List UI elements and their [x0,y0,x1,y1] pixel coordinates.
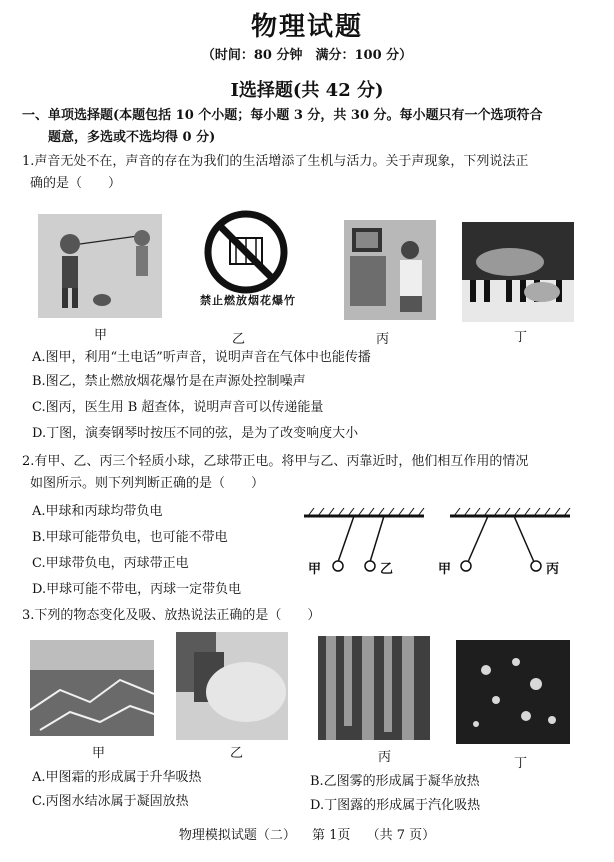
section-heading: Ⅰ选择题(共 42 分) [230,80,384,101]
q2-label-jia-left: 甲 [308,562,322,577]
q3-caption-yi: 乙 [230,746,244,761]
q2-option-b: B.甲球可能带负电，也可能不带电 [32,530,228,545]
q2-option-a: A.甲球和丙球均带负电 [32,504,163,519]
q3-option-d: D.丁图露的形成属于汽化吸热 [310,798,481,813]
q1-image-yi-no-firecracker-sign [196,208,296,320]
exam-time-score: （时间：80 分钟 满分：100 分） [201,48,413,63]
q2-stem-line2: 如图所示。则下列判断正确的是（ ） [30,476,265,491]
q1-caption-ding: 丁 [514,330,528,345]
q1-stem-line2: 确的是（ ） [30,176,122,191]
q3-image-ding-dew [456,640,570,744]
q3-image-bing-ice [318,636,430,740]
q3-stem: 3.下列的物态变化及吸、放热说法正确的是（ ） [22,608,321,623]
q2-label-bing: 丙 [546,562,560,577]
q3-option-b: B.乙图雾的形成属于凝华放热 [310,774,480,789]
q1-stem-line1: 1.声音无处不在，声音的存在为我们的生活增添了生机与活力。关于声现象，下列说法正 [22,154,529,169]
q3-caption-ding: 丁 [514,756,528,771]
footer-exam-name: 物理模拟试题（二） [178,828,296,843]
q1-caption-yi: 乙 [232,332,246,347]
part1-heading-line2: 题意，多选或不选均得 0 分) [48,130,216,145]
q3-caption-jia: 甲 [92,746,106,761]
q2-option-c: C.甲球带负电，丙球带正电 [32,556,189,571]
q1-option-c: C.图丙，医生用 B 超查体，说明声音可以传递能量 [32,400,324,415]
footer-total-pages: （共 7 页） [366,828,436,843]
q1-option-a: A.图甲，利用“土电话”听声音，说明声音在气体中也能传播 [32,350,371,365]
q3-option-c: C.丙图水结冰属于凝固放热 [32,794,189,809]
q2-label-yi: 乙 [380,562,394,577]
q2-label-jia-right: 甲 [438,562,452,577]
q3-caption-bing: 丙 [378,750,392,765]
q2-figure-charged-balls [300,504,590,588]
part1-heading-line1: 一、单项选择题(本题包括 10 个小题；每小题 3 分，共 30 分。每小题只有一个选项符合 [22,108,543,123]
page-footer [0,824,614,843]
q3-option-a: A.甲图霜的形成属于升华吸热 [32,770,202,785]
page-title: 物理试题 [250,12,363,42]
q3-image-jia-frost [30,640,154,736]
q3-image-yi-fog [176,632,288,740]
q2-stem-line1: 2.有甲、乙、丙三个轻质小球，乙球带正电。将甲与乙、丙靠近时，他们相互作用的情况 [22,454,529,469]
q2-option-d: D.甲球可能不带电，丙球一定带负电 [32,582,242,597]
q1-caption-jia: 甲 [94,328,108,343]
q1-image-bing-ultrasound [344,220,436,320]
sign-text: 禁止燃放烟花爆竹 [200,294,296,307]
q1-caption-bing: 丙 [376,332,390,347]
q1-image-ding-piano [462,222,574,322]
q1-image-jia-string-telephone [38,214,162,318]
footer-page-number: 第 1页 [312,828,351,843]
q1-option-d: D.丁图，演奏钢琴时按压不同的弦，是为了改变响度大小 [32,426,359,441]
q1-option-b: B.图乙，禁止燃放烟花爆竹是在声源处控制噪声 [32,374,306,389]
